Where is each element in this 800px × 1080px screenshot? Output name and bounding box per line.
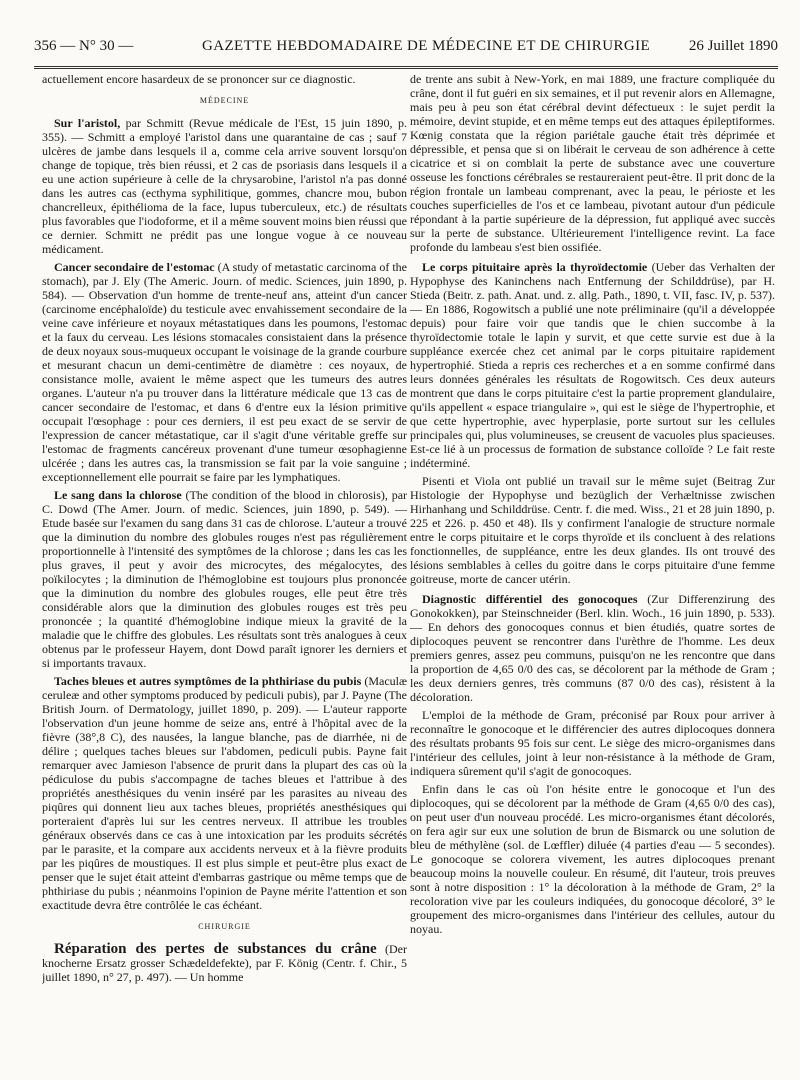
article-title: Sur l'aristol, — [54, 116, 121, 130]
article-title: Diagnostic différentiel des gonocoques — [422, 592, 638, 606]
article-aristol — [42, 116, 407, 256]
article-body: (Ueber das Verhalten der Hypophyse des Kaninchens nach Entfernung der Schilddrüse), par H. Stieda (Beitr. z. path. Anat. und. z. allg. Path., 1890, t. VII, fasc. IV, p. 537). — En 1886, Rogowitsch a publié une note préliminaire (qu'il a développée depuis) pour faire voir que tandis que le chien succombe à la thyroïdectomie totale le lapin y survit, et que cette survie est due à la suppléance exercée chez cet animal par le corps pituitaire rapidement hypertrophié. Stieda a repris ces recherches et a en somme confirmé dans leurs données générales les résultats de Rogowitsch. Ces deux auteurs montrent que dans le corps pituitaire c'est la partie proprement glandulaire, qu'ils appellent « espace triangulaire », qui est le siège de l'hypertrophie, et que cette hypertrophie, avec hyperplasie, porte surtout sur les cellules principales qui, plus volumineuses, se creusent de vacuoles plus spacieuses. Est-ce lié à un processus de formation de substance colloïde ? Le fait reste indéterminé. — [410, 260, 775, 470]
article-body: (The condition of the blood in chlorosis), par C. Dowd (The Amer. Journ. of medic. Sciences, juin 1890, p. 549). — Etude basée sur l'examen du sang dans 31 cas de chlorose. L'auteur a trouvé que la diminution du nombre des globules rouges n'est pas régulièrement proportionnelle à l'intensité des symptômes de la chlorose ; dans les cas les plus graves, il peut y avoir des microcytes, des mégalocytes, des poïkilocytes ; la diminution de l'hémoglobine est toujours plus prononcée que la diminution du nombre des globules rouges, elle peut être très considérable alors que la diminution des globules rouges est très peu prononcée ; la quantité d'hémoglobine indique mieux la gravité de la maladie que le chiffre des globules. Les résultats sont très analogues à ceux obtenus par le professeur Hayem, dont Dowd paraît ignorer les derniers et si importants travaux. — [42, 488, 407, 670]
article-body: (Zur Differenzirung des Gonokokken), par Steinschneider (Berl. klin. Woch., 16 juin 1890, p. 533). — En dehors des gonocoques connus et bien étudiés, quatre sortes de diplocoques peuvent se rencontrer dans l'urèthre de l'homme. Les deux premiers genres, assez peu communs, puisqu'on ne les rencontre que dans la proportion de 4,65 0/0 des cas, se décolorent par la méthode de Gram ; les deux derniers genres, très communs (87 0/0 des cas), résistent à la décoloration. — [410, 592, 775, 704]
paragraph-gram: L'emploi de la méthode de Gram, préconisé par Roux pour arriver à reconnaître le gonocoque et le différencier des autres diplocoques donnera des résultats probants 95 fois sur cent. Le siège des micro-organismes dans l'intérieur des cellules, joint à leur non-résistance à la méthode de Gram, indiquera sûrement qu'il s'agit de gonocoques. — [410, 708, 775, 778]
article-title: Le sang dans la chlorose — [54, 488, 182, 502]
article-cancer-estomac — [42, 260, 407, 484]
paragraph-pisenti-viola: Pisenti et Viola ont publié un travail sur le même sujet (Beitrag Zur Histologie der Hypophyse und bezüglich der Verhæltnisse zwischen Hirhanhang und Schilddrüse. Centr. f. die med. Wiss., 21 et 28 juin 1890, p. 225 et 226. p. 450 et 48). Ils y confirment l'analogie de structure normale entre le corps pituitaire et le corps thyroïde et ils concluent à des relations fonctionnelles, de suppléance, entre les deux glandes. Ils ont trouvé des lésions semblables à celles du goitre dans le corps pituitaire d'une femme goitreuse, morte de cancer utérin. — [410, 474, 775, 586]
article-title: Cancer secondaire de l'estomac — [54, 260, 215, 274]
issue-date: 26 Juillet 1890 — [688, 38, 778, 54]
left-column — [42, 72, 407, 1072]
header-rule — [34, 66, 778, 69]
article-body: (Der knocherne Ersatz grosser Schædeldefekte), par F. König (Centr. f. Chir., 5 juillet 1890, n° 27, p. 497). — Un homme — [42, 942, 407, 984]
article-body: (Maculæ ceruleæ and other symptoms produced by pediculi pubis), par J. Payne (The British Journ. of Dermatology, juillet 1890, p. 209). — L'auteur rapporte l'observation d'un jeune homme de seize ans, entré à l'hôpital avec de la fièvre (38°,8 C), des nausées, la langue blanche, pas de diarrhée, ni de délire ; quelques taches bleues sur l'abdomen, pediculi pubis. Payne fait remarquer avec Jamieson l'absence de prurit dans la plupart des cas où la pédiculose du pubis s'accompagne de taches bleues et l'attribue à des propriétés anesthésiques du venin inséré par les parasites au niveau des piqûres qui donnent lieu aux taches bleues, propriétés anesthésiques qui porteraient d'après lui sur les centres nerveux. Il attribue les troubles généraux observés dans ce cas à une intoxication par les produits sécrétés par le parasite, et la compare aux accidents nerveux et à la fièvre produits par les piqûres de moustiques. Il est plus simple et peut-être plus exact de penser que le sujet était atteint d'embarras gastrique ou même temps que de phthiriase du pubis ; néanmoins l'opinion de Payne mérite l'attention et son exactitude devra être contrôlée le cas échéant. — [42, 674, 407, 912]
article-reparation-crane — [42, 942, 407, 984]
article-body: (A study of metastatic carcinoma of the stomach), par J. Ely (The Americ. Journ. of medic. Sciences, juin 1890, p. 584). — Observation d'un homme de trente-neuf ans, atteint d'un cancer (carcinome encéphaloïde) du testicule avec envahissement secondaire de la veine cave inférieure et noyaux métastatiques dans les poumons, l'estomac et la faux du cerveau. Les lésions stomacales consistaient dans la présence de deux noyaux sous-muqueux occupant le voisinage de la grande courbure et mesurant chacun un demi-centimètre de diamètre : ces noyaux, de consistance molle, avaient le même aspect que les tumeurs des autres organes. L'auteur n'a pu trouver dans la littérature médicale que 13 cas de cancer secondaire de l'estomac, et dans 6 d'entre eux la lésion primitive occupait l'œsophage : pour ces derniers, il est peu exact de se servir de l'expression de cancer métastatique, car il s'agit d'une véritable greffe sur l'estomac de fragments cancéreux provenant d'une tumeur œsophagienne ulcérée ; dans les autres cas, la transmission se fait par la voie sanguine ; exceptionnellement elle pourrait se faire par les lymphatiques. — [42, 260, 407, 484]
article-title: Réparation des pertes de substances du crâne — [54, 941, 377, 957]
journal-title: GAZETTE HEBDOMADAIRE DE MÉDECINE ET DE CHIRURGIE — [202, 38, 651, 54]
running-header — [34, 38, 778, 62]
article-body: par Schmitt (Revue médicale de l'Est, 15 juin 1890, p. 355). — Schmitt a employé l'aristol dans une quarantaine de cas ; sauf 7 ulcères de jambe dans lesquels il a, comme cela arrive souvent lorsqu'on change de topique, très bien réussi, et 2 cas de psoriasis dans lesquels il a eu une action supérieure à celle de la chrysarobine, l'aristol n'a pas donné dans les autres cas (ecthyma syphilitique, gommes, chancre mou, bubon chancrelleux, épithélioma de la face, lupus tuberculeux, etc.) de résultats plus favorables que l'iodoforme, et il a même souvent moins bien réussi que ce dernier. Schmitt ne prédit pas une longue vogue à ce nouveau médicament. — [42, 116, 407, 256]
article-corps-pituitaire — [410, 260, 775, 470]
right-column — [410, 72, 775, 1072]
article-taches-bleues — [42, 674, 407, 912]
intro-paragraph: actuellement encore hasardeux de se prononcer sur ce diagnostic. — [42, 72, 356, 86]
section-chirurgie: CHIRURGIE — [198, 922, 251, 931]
page-number: 356 — N° 30 — — [34, 38, 134, 54]
paragraph-recoloration: Enfin dans le cas où l'on hésite entre le gonocoque et l'un des diplocoques, qui se décolorent par la méthode de Gram (4,65 0/0 des cas), on peut user d'un nouveau procédé. Les micro-organismes étant décolorés, on fera agir sur eux une solution de brun de Bismarck ou une solution de bleu de méthylène (sol. de Lœffler) diluée (4 parties d'eau — 5 secondes). Le gonocoque se colorera vivement, les autres diplocoques prenant beaucoup moins la nouvelle couleur. En résumé, dit l'auteur, trois preuves sont à notre disposition : 1° la décoloration à la méthode de Gram, 2° la recoloration vive par les couleurs indiquées, du gonocoque décoloré, 3° le groupement des micro-organismes dans l'intérieur des cellules, autour du noyau. — [410, 782, 775, 936]
article-title: Le corps pituitaire après la thyroïdectomie — [422, 260, 648, 274]
article-sang-chlorose — [42, 488, 407, 670]
continued-paragraph: de trente ans subit à New-York, en mai 1889, une fracture compliquée du crâne, dont il fut guéri en six semaines, et il put revenir alors en Allemagne, mais peu à peu son état cérébral devint défectueux : le sujet perdit la mémoire, devint stupide, et en même temps eut des attaques épileptiformes. Kœnig constata que la région pariétale gauche était très déprimée et dépressible, et pensa que si on libérait le cerveau de son adhérence à cette cicatrice et si on comblait la perte de substance avec une couverture osseuse les fonctions cérébrales se restaureraient peut-être. Il prit donc de la région frontale un lambeau comprenant, avec la peau, le périoste et les couches superficielles de l'os et ce lambeau, pivotant autour d'un pédicule répondant à la partie supérieure de la dépression, fut appliqué avec succès sur la perte de substance. Ultérieurement l'intelligence revint. La face profonde du lambeau s'est bien ossifiée. — [410, 72, 775, 254]
article-title: Taches bleues et autres symptômes de la phthiriase du pubis — [54, 674, 362, 688]
section-medecine: MÉDECINE — [199, 96, 250, 105]
article-gonocoques — [410, 592, 775, 704]
